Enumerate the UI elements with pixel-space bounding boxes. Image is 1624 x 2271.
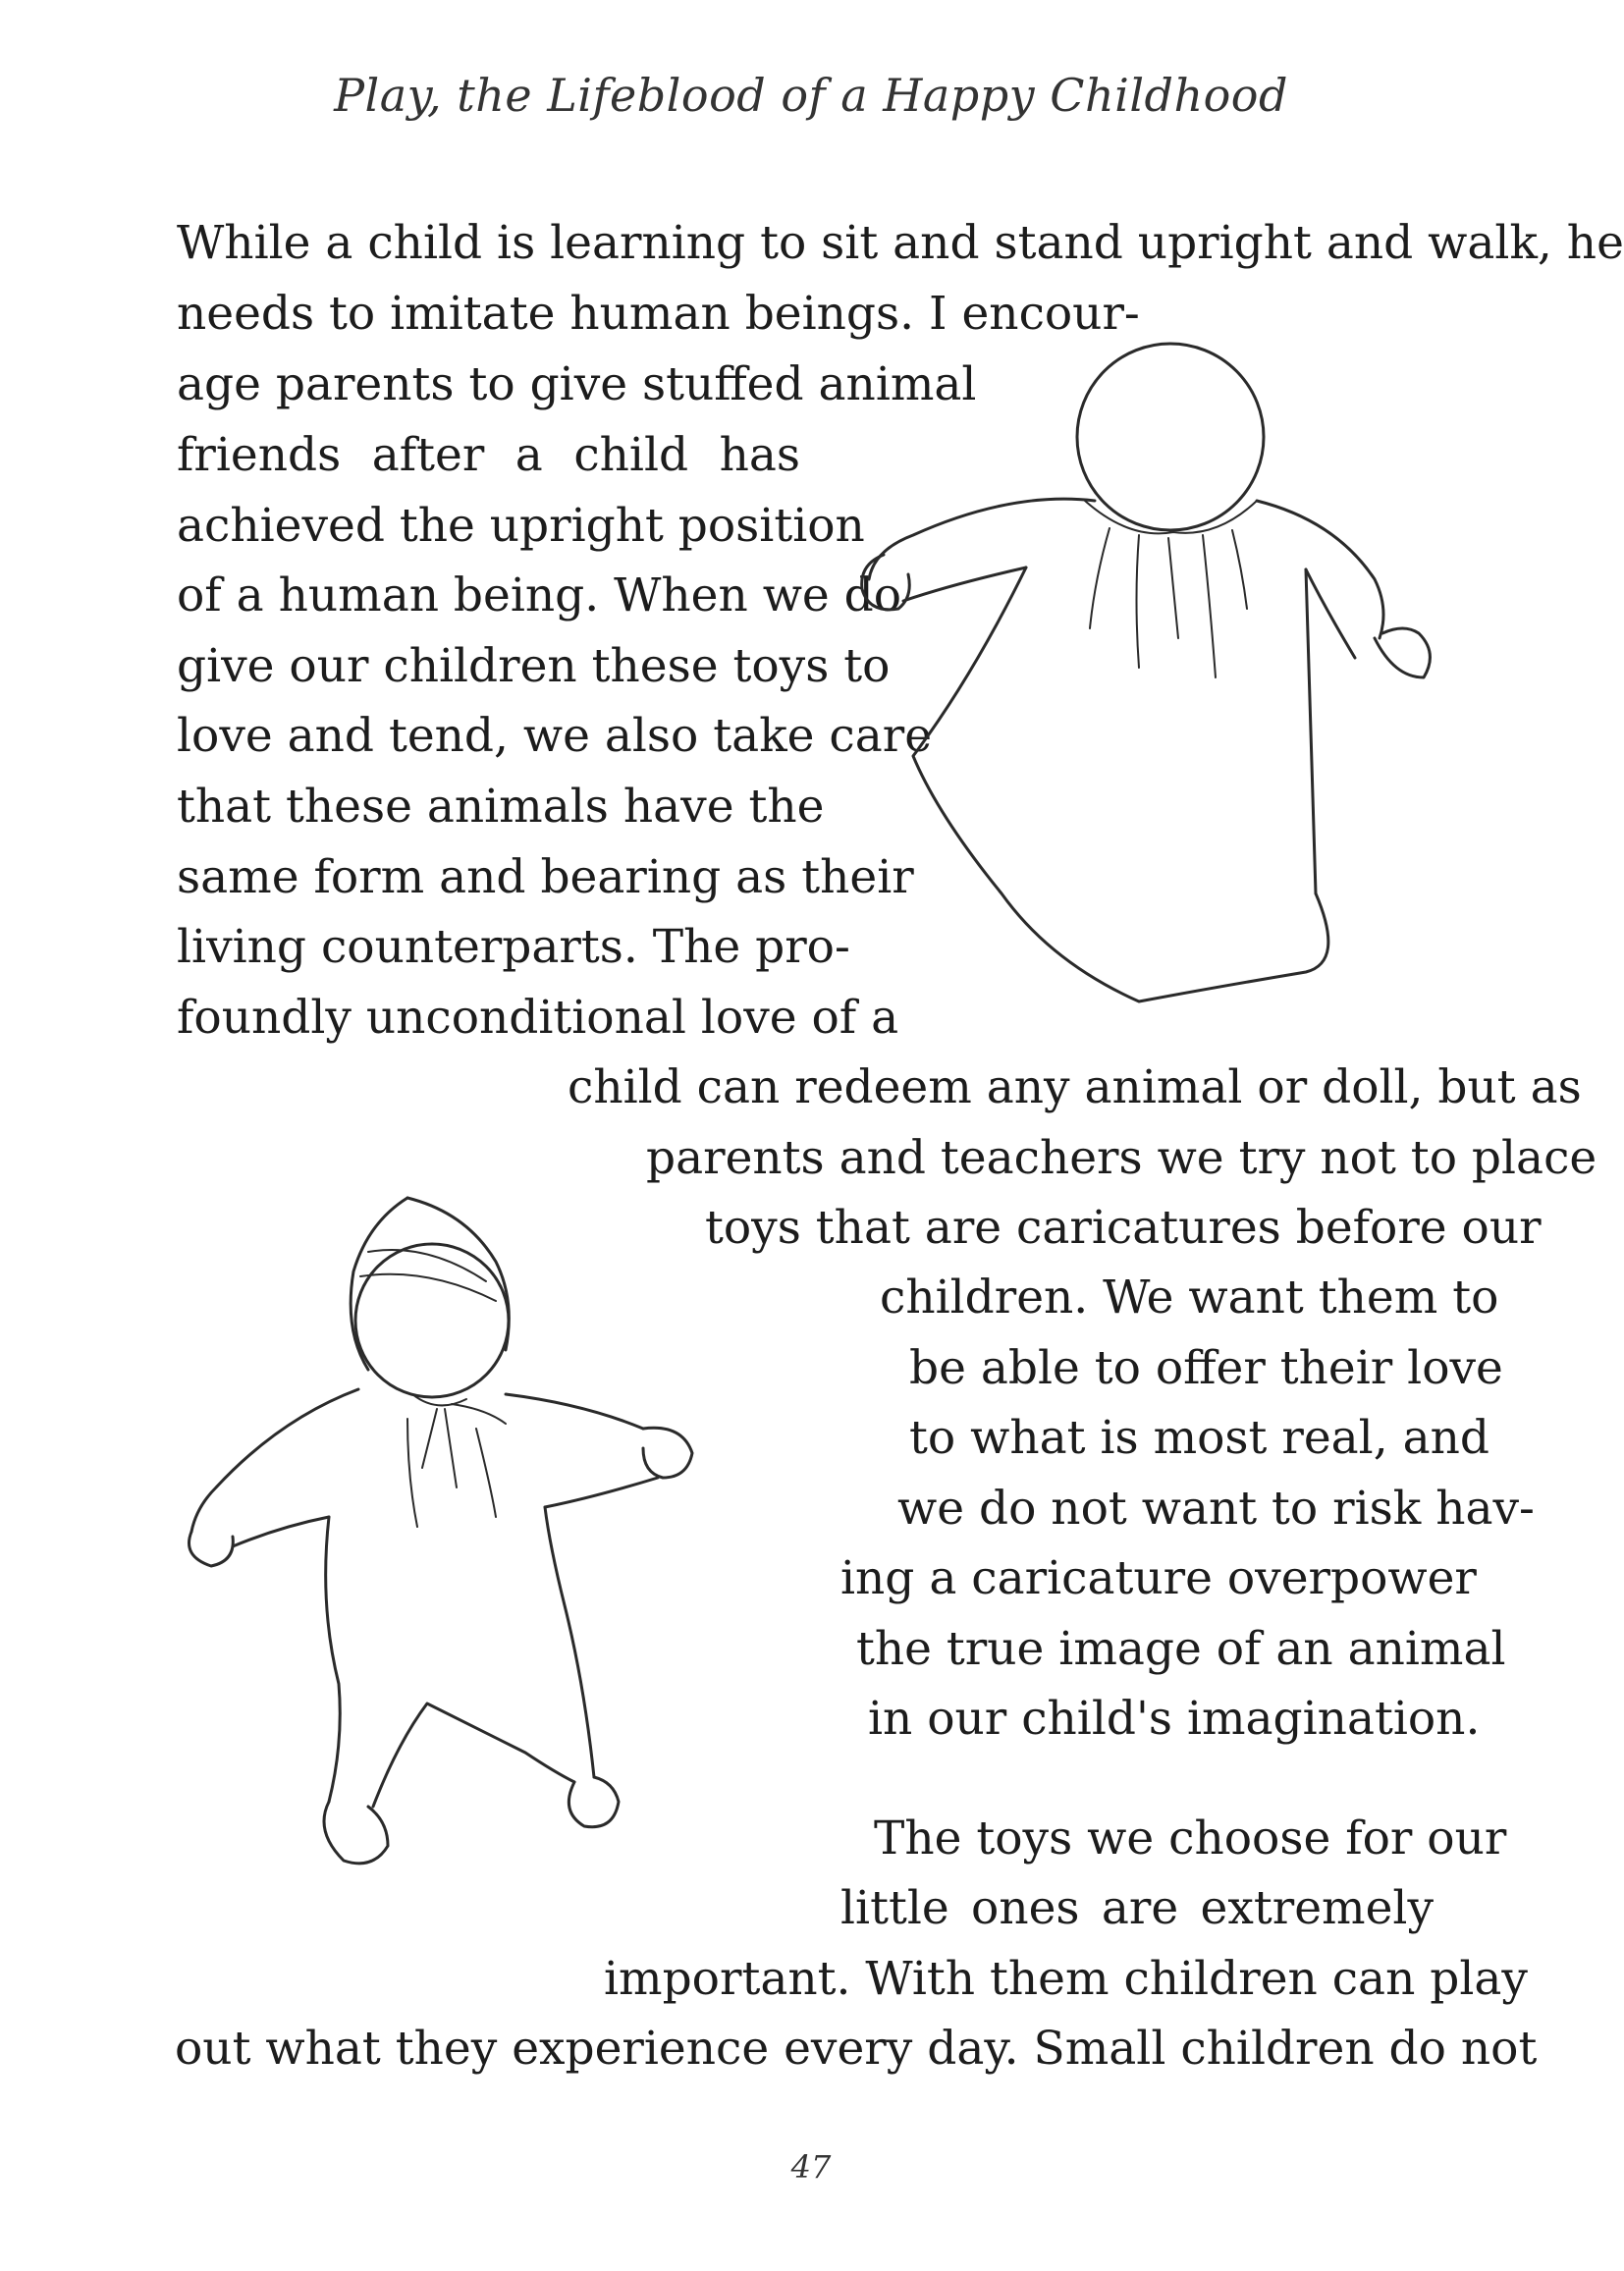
text-line: child can redeem any animal or doll, but as bbox=[568, 1060, 1582, 1114]
text-line: While a child is learning to sit and stand upright and walk, he bbox=[177, 216, 1624, 270]
text-line: out what they experience every day. Small children do not bbox=[175, 2022, 1538, 2076]
text-line: age parents to give stuffed animal bbox=[177, 357, 977, 411]
running-header: Play, the Lifeblood of a Happy Childhood bbox=[334, 69, 1288, 122]
text-line: important. With them children can play bbox=[604, 1952, 1528, 2006]
text-line: little ones are extremely bbox=[840, 1881, 1434, 1935]
doll-head bbox=[355, 1244, 509, 1397]
text-line: achieved the upright position bbox=[177, 499, 865, 553]
doll-head bbox=[1077, 344, 1264, 530]
text-line: in our child's imagination. bbox=[868, 1692, 1481, 1746]
text-line: same form and bearing as their bbox=[177, 850, 914, 904]
text-line: give our children these toys to bbox=[177, 639, 891, 693]
text-line: that these animals have the bbox=[177, 780, 825, 834]
text-line: children. We want them to bbox=[880, 1271, 1499, 1325]
text-line: friends after a child has bbox=[177, 428, 800, 482]
text-line: the true image of an animal bbox=[856, 1622, 1506, 1676]
text-line: to what is most real, and bbox=[909, 1411, 1489, 1465]
text-line: foundly unconditional love of a bbox=[177, 991, 899, 1045]
text-line: of a human being. When we do bbox=[177, 568, 902, 622]
text-line: we do not want to risk hav- bbox=[897, 1482, 1535, 1536]
text-line: The toys we choose for our bbox=[874, 1811, 1507, 1865]
text-line: be able to offer their love bbox=[909, 1341, 1503, 1395]
text-line: ing a caricature overpower bbox=[840, 1551, 1477, 1605]
page-number: 47 bbox=[790, 2148, 832, 2186]
doll-illustration-top bbox=[844, 344, 1434, 1011]
text-line: love and tend, we also take care bbox=[177, 709, 933, 763]
text-line: toys that are caricatures before our bbox=[705, 1201, 1542, 1255]
text-line: living counterparts. The pro- bbox=[177, 920, 850, 974]
doll-illustration-bottom bbox=[172, 1193, 781, 1880]
text-line: parents and teachers we try not to place bbox=[646, 1131, 1597, 1185]
text-line: needs to imitate human beings. I encour- bbox=[177, 287, 1140, 341]
